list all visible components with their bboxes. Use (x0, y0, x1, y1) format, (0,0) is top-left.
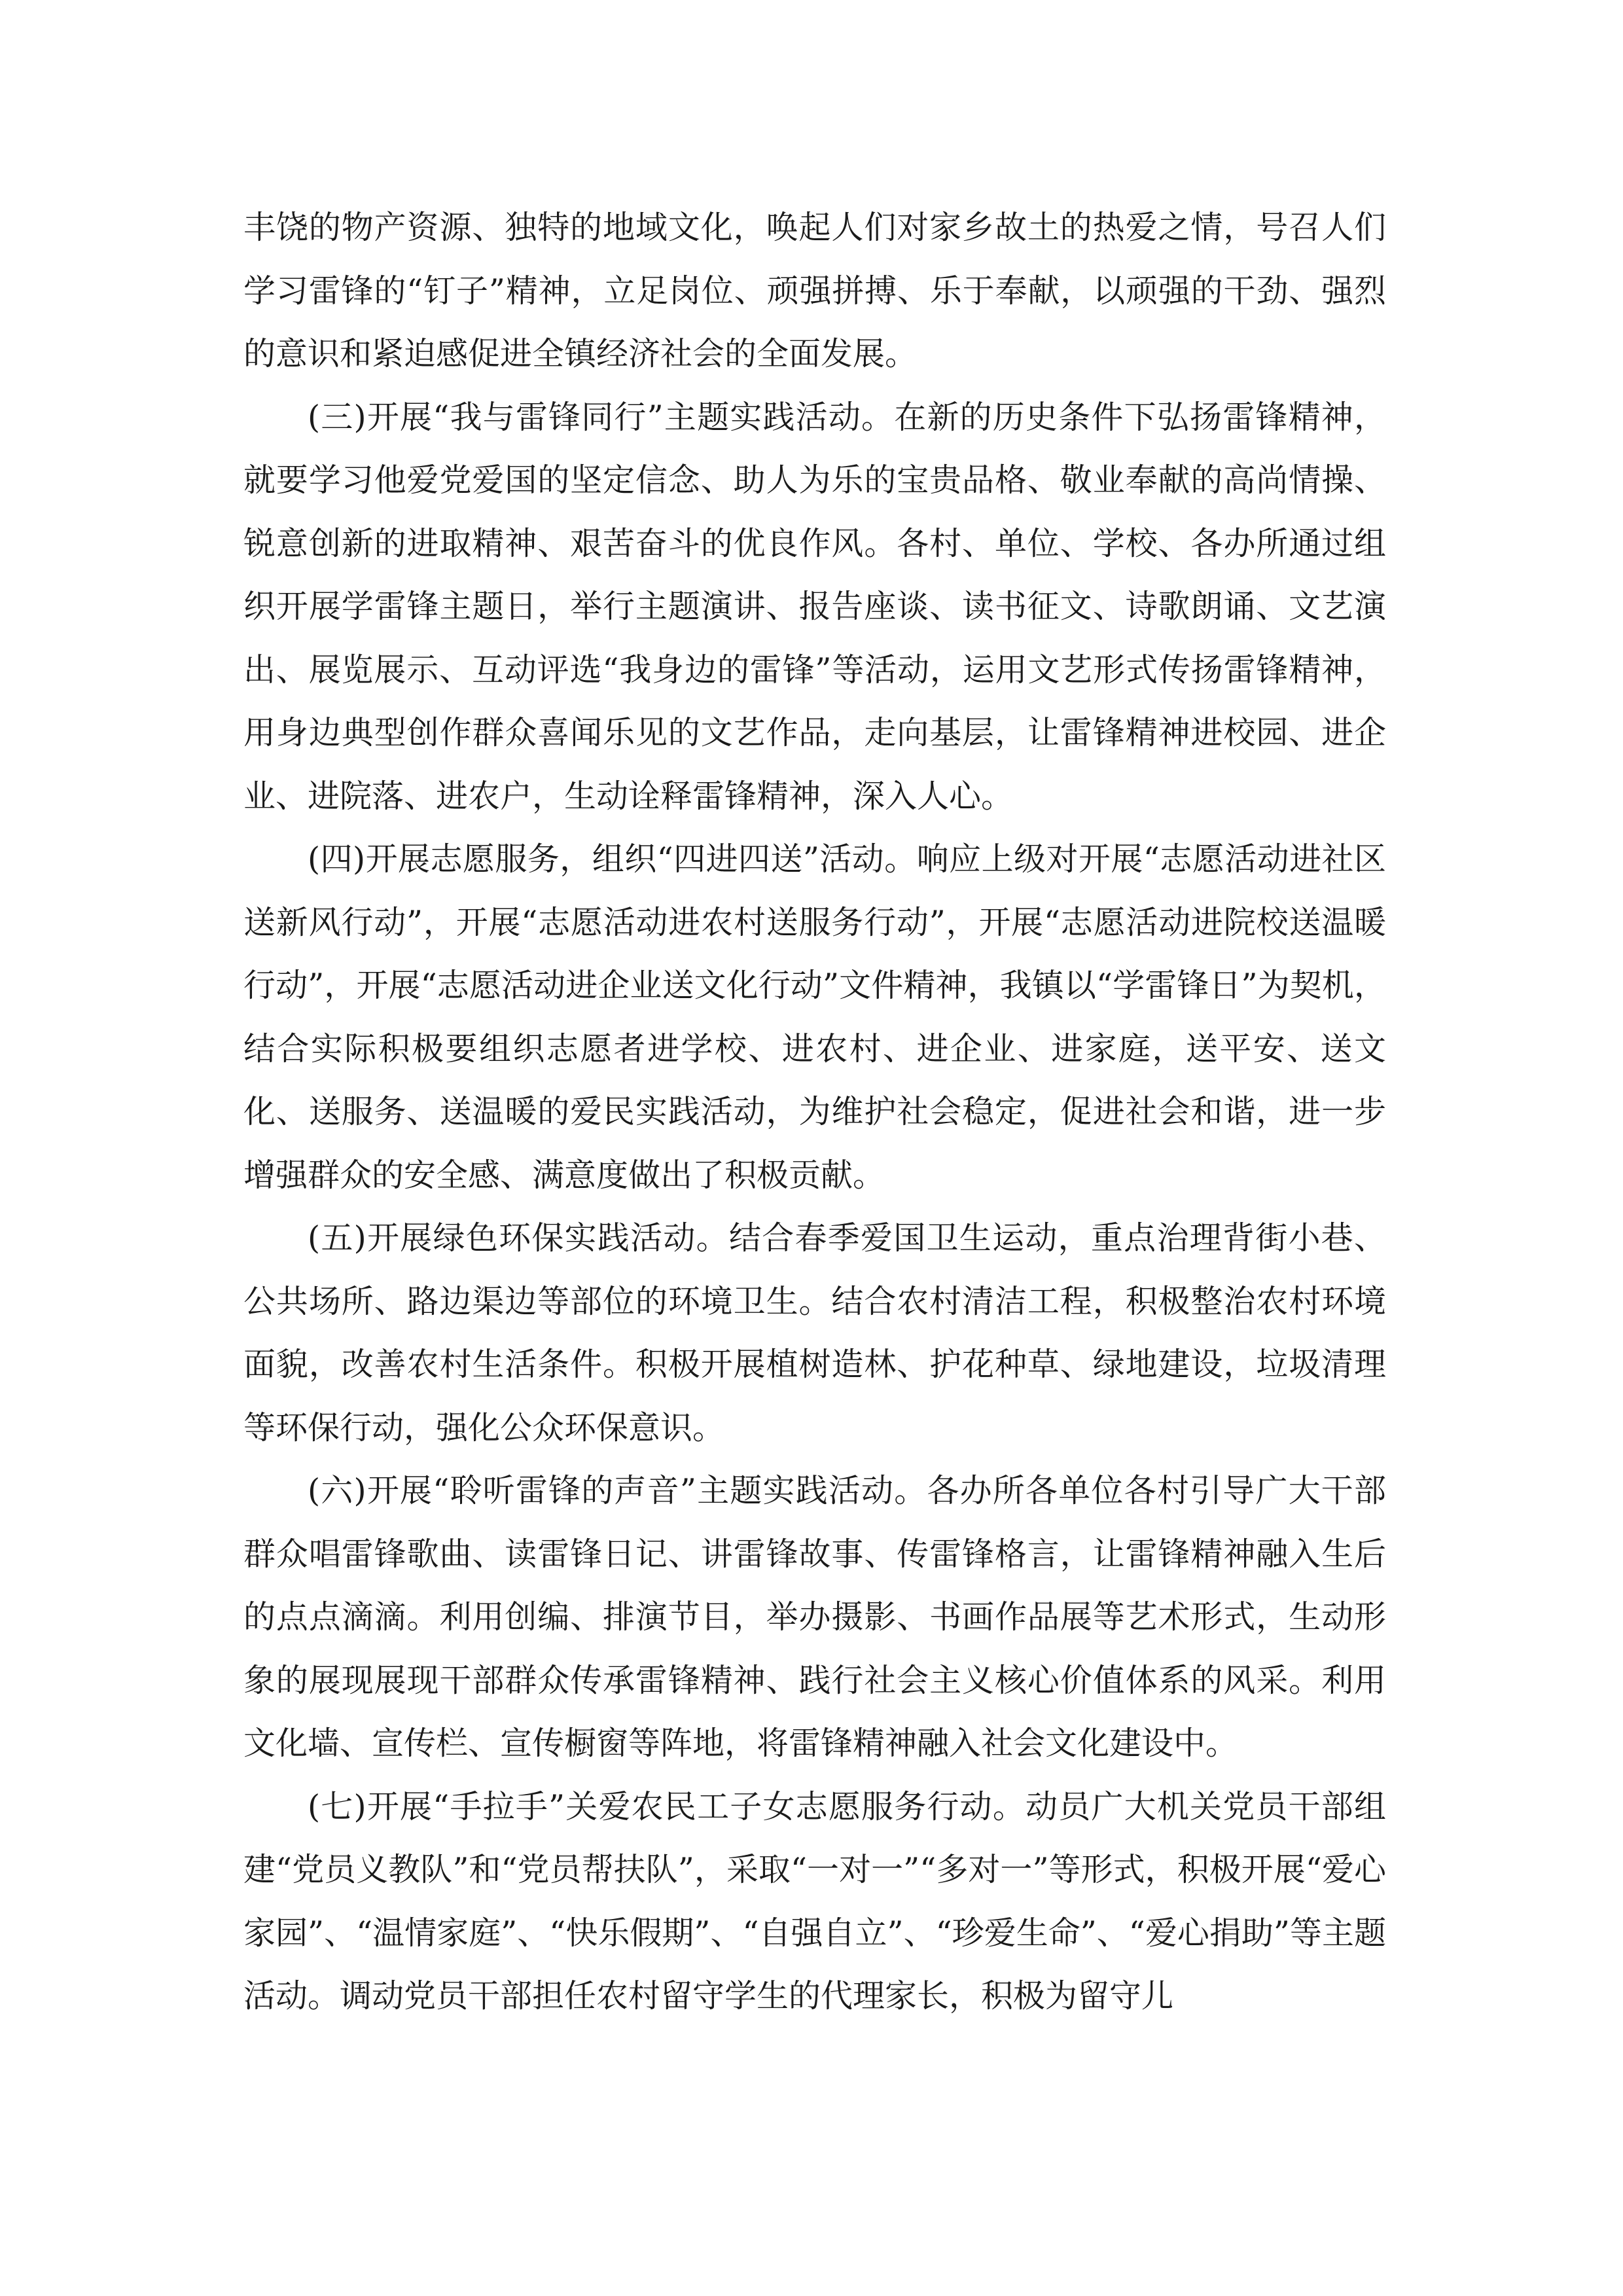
document-body (243, 196, 1386, 2028)
paragraph-continuation: 丰饶的物产资源、独特的地域文化，唤起人们对家乡故土的热爱之情，号召人们学习雷锋的“钉子”精神，立足岗位、顽强拼搏、乐于奉献，以顽强的干劲、强烈的意识和紧迫感促进全镇经济社会的全面发展。 (243, 209, 1386, 372)
paragraph-section-4: (四)开展志愿服务，组织“四进四送”活动。响应上级对开展“志愿活动进社区送新风行动”，开展“志愿活动进农村送服务行动”，开展“志愿活动进院校送温暖行动”，开展“志愿活动进企业送文化行动”文件精神，我镇以“学雷锋日”为契机，结合实际积极要组织志愿者进学校、进农村、进企业、进家庭，送平安、送文化、送服务、送温暖的爱民实践活动，为维护社会稳定，促进社会和谐，进一步增强群众的安全感、满意度做出了积极贡献。 (243, 840, 1386, 1194)
paragraph-section-6: (六)开展“聆听雷锋的声音”主题实践活动。各办所各单位各村引导广大干部群众唱雷锋歌曲、读雷锋日记、讲雷锋故事、传雷锋格言，让雷锋精神融入生后的点点滴滴。利用创编、排演节目，举办摄影、书画作品展等艺术形式，生动形象的展现展现干部群众传承雷锋精神、践行社会主义核心价值体系的风采。利用文化墙、宣传栏、宣传橱窗等阵地，将雷锋精神融入社会文化建设中。 (243, 1472, 1386, 1762)
paragraph-section-3: (三)开展“我与雷锋同行”主题实践活动。在新的历史条件下弘扬雷锋精神，就要学习他爱党爱国的坚定信念、助人为乐的宝贵品格、敬业奉献的高尚情操、锐意创新的进取精神、艰苦奋斗的优良作风。各村、单位、学校、各办所通过组织开展学雷锋主题日，举行主题演讲、报告座谈、读书征文、诗歌朗诵、文艺演出、展览展示、互动评选“我身边的雷锋”等活动，运用文艺形式传扬雷锋精神，用身边典型创作群众喜闻乐见的文艺作品，走向基层，让雷锋精神进校园、进企业、进院落、进农户，生动诠释雷锋精神，深入人心。 (243, 398, 1386, 815)
paragraph-section-7: (七)开展“手拉手”关爱农民工子女志愿服务行动。动员广大机关党员干部组建“党员义教队”和“党员帮扶队”，采取“一对一”“多对一”等形式，积极开展“爱心家园”、“温情家庭”、“快乐假期”、“自强自立”、“珍爱生命”、“爱心捐助”等主题活动。调动党员干部担任农村留守学生的代理家长，积极为留守儿 (243, 1787, 1386, 2015)
paragraph-section-5: (五)开展绿色环保实践活动。结合春季爱国卫生运动，重点治理背街小巷、公共场所、路边渠边等部位的环境卫生。结合农村清洁工程，积极整治农村环境面貌，改善农村生活条件。积极开展植树造林、护花种草、绿地建设，垃圾清理等环保行动，强化公众环保意识。 (243, 1219, 1386, 1446)
